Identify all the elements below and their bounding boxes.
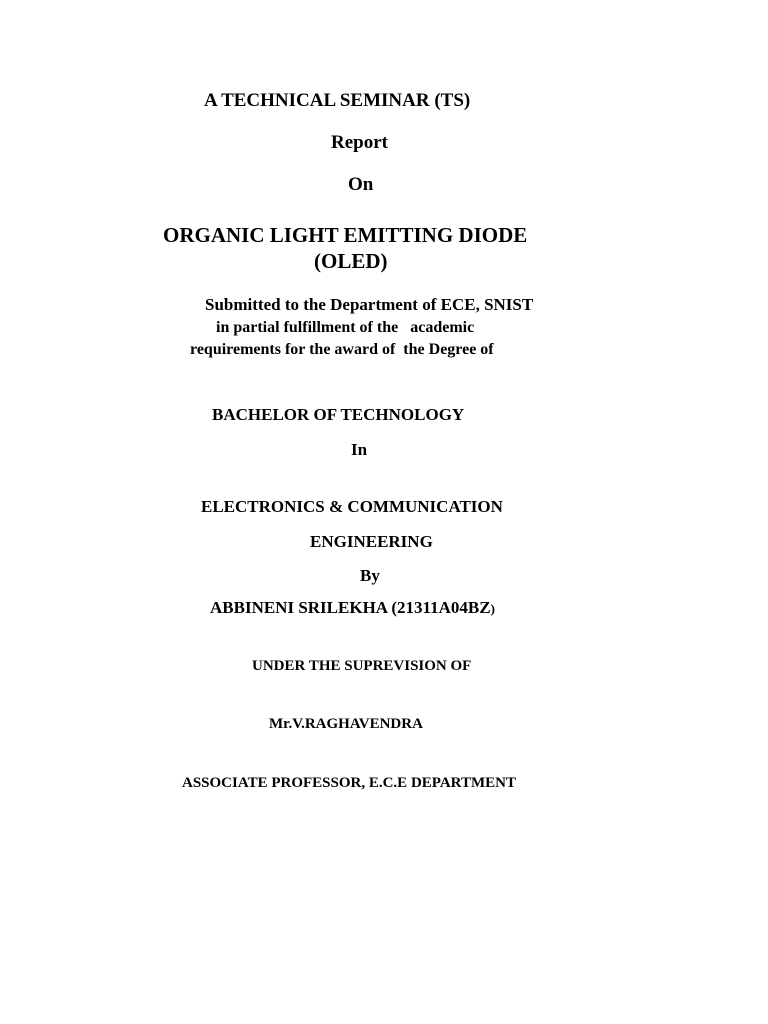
- topic-abbreviation: (OLED): [314, 249, 388, 273]
- submission-line-1: Submitted to the Department of ECE, SNIST: [205, 295, 534, 314]
- supervisor-name: Mr.V.RAGHAVENDRA: [269, 716, 423, 732]
- on-label: On: [348, 174, 374, 195]
- author-closing-paren: ): [490, 601, 495, 616]
- author-name: [210, 599, 495, 616]
- topic-title: ORGANIC LIGHT EMITTING DIODE: [163, 223, 528, 247]
- by-label: By: [360, 566, 380, 585]
- supervision-heading: UNDER THE SUPREVISION OF: [252, 658, 472, 674]
- degree-name: BACHELOR OF TECHNOLOGY: [212, 405, 465, 424]
- branch-line-1: ELECTRONICS & COMMUNICATION: [201, 497, 503, 516]
- author-name-text: ABBINENI SRILEKHA (21311A04BZ: [210, 598, 491, 617]
- supervisor-designation: ASSOCIATE PROFESSOR, E.C.E DEPARTMENT: [182, 775, 516, 791]
- degree-connector: In: [351, 440, 368, 459]
- branch-line-2: ENGINEERING: [310, 532, 433, 551]
- report-title: A TECHNICAL SEMINAR (TS): [204, 90, 471, 111]
- submission-line-3: requirements for the award of the Degree of: [190, 341, 494, 358]
- report-label: Report: [331, 132, 388, 153]
- submission-line-2: in partial fulfillment of the academic: [216, 319, 475, 336]
